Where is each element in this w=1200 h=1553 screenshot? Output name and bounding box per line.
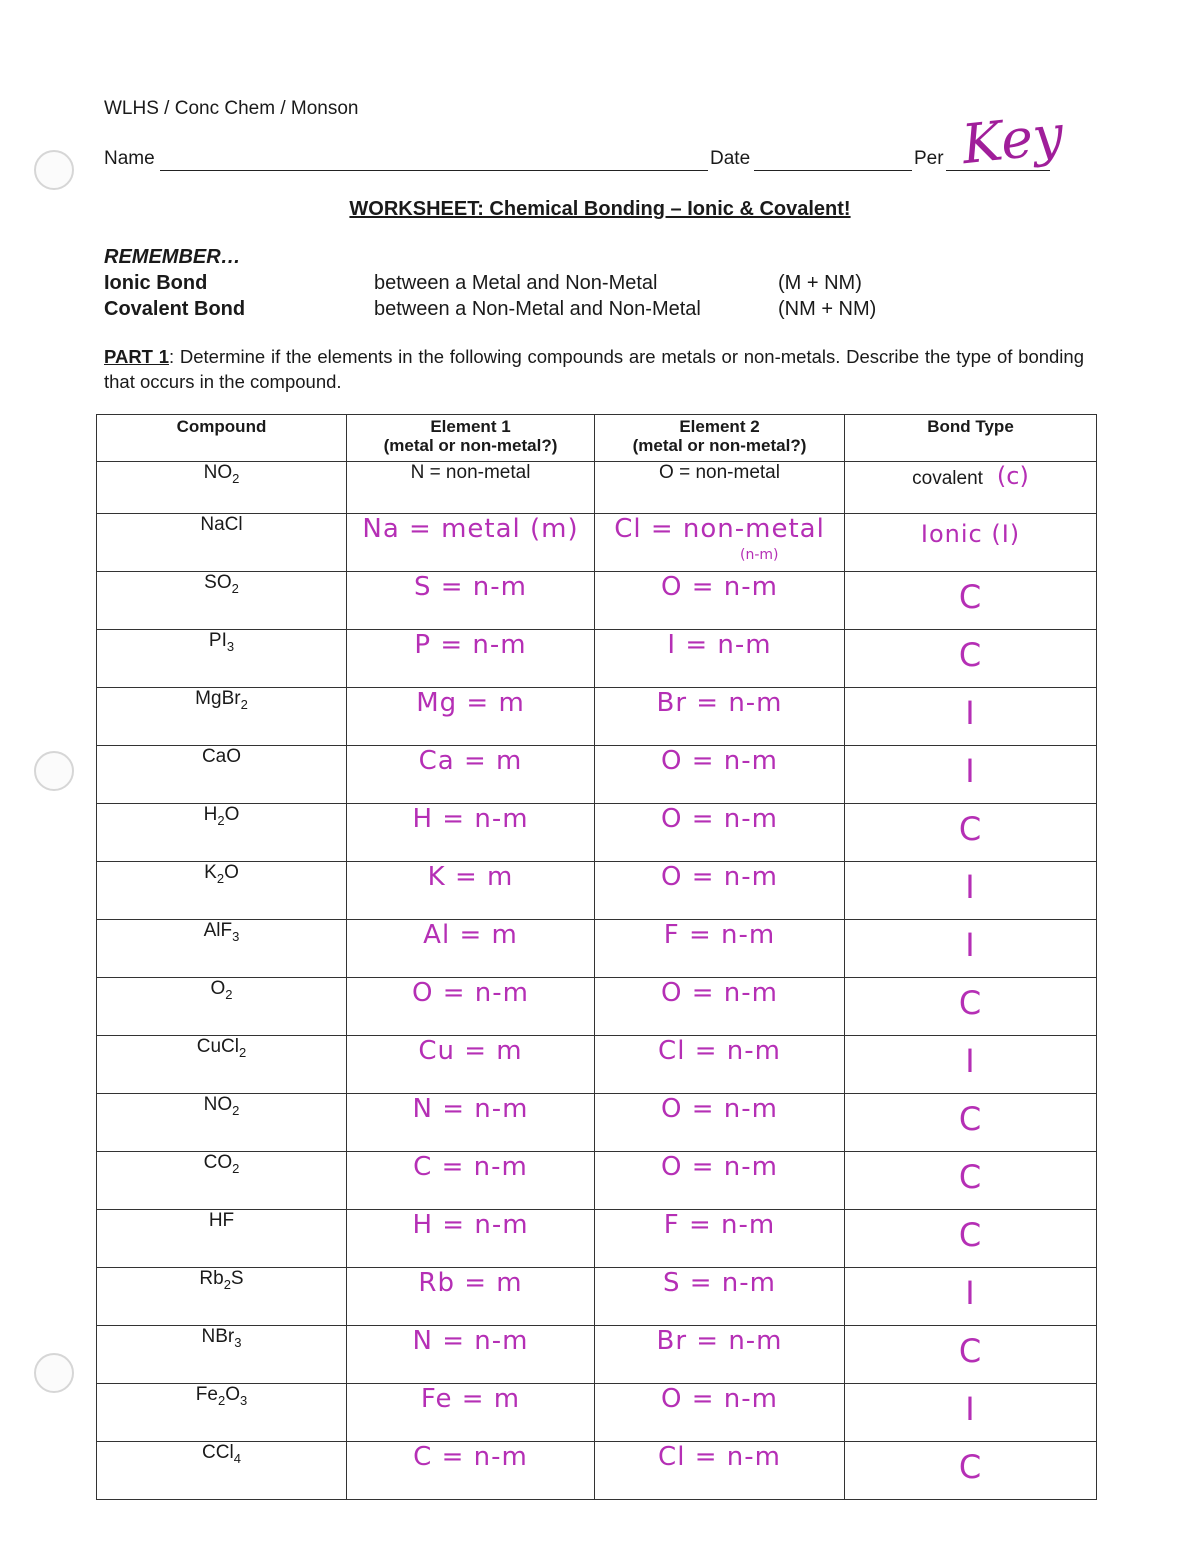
header-element1 bbox=[347, 415, 595, 462]
header-element1-label: Element 1 bbox=[430, 417, 511, 436]
compound-cell: $SO_2$ bbox=[97, 572, 347, 630]
element2-cell: Cl = n-m bbox=[595, 1442, 845, 1500]
table-row bbox=[97, 1036, 1097, 1094]
header-element2 bbox=[595, 415, 845, 462]
compound-cell: NBr$_3$ bbox=[97, 1326, 347, 1384]
compound-cell: $O_2$ bbox=[97, 978, 347, 1036]
compound-cell: AlF$_3$ bbox=[97, 920, 347, 978]
compound-cell: $Rb_2S$ bbox=[97, 1268, 347, 1326]
bonding-table bbox=[96, 414, 1097, 1500]
element1-cell: C = n-m bbox=[347, 1442, 595, 1500]
header-element2-label: Element 2 bbox=[679, 417, 760, 436]
element2-cell: O = n-m bbox=[595, 1094, 845, 1152]
binder-hole bbox=[34, 1353, 74, 1393]
bond-type-cell: I bbox=[845, 862, 1097, 920]
bond-type-cell: I bbox=[845, 746, 1097, 804]
compound-cell: HF bbox=[97, 1210, 347, 1268]
worksheet-title: WORKSHEET: Chemical Bonding – Ionic & Covalent! bbox=[349, 198, 851, 220]
compound-cell: CCl$_4$ bbox=[97, 1442, 347, 1500]
table-row bbox=[97, 1442, 1097, 1500]
bond-type-handwritten: (c) bbox=[996, 462, 1029, 490]
element1-cell: Na = metal (m) bbox=[347, 514, 595, 572]
element2-cell: O = n-m bbox=[595, 746, 845, 804]
table-row bbox=[97, 572, 1097, 630]
course-header: WLHS / Conc Chem / Monson bbox=[104, 98, 359, 119]
bond-type-cell: C bbox=[845, 1326, 1097, 1384]
header-bond-label: Bond Type bbox=[927, 417, 1014, 436]
bond-type-cell: I bbox=[845, 1268, 1097, 1326]
term-ionic: Ionic Bond bbox=[104, 272, 208, 294]
table-row bbox=[97, 746, 1097, 804]
table-row bbox=[97, 1094, 1097, 1152]
remember-covalent-row bbox=[104, 298, 1004, 324]
desc-covalent: between a Non-Metal and Non-Metal bbox=[374, 298, 701, 320]
element2-cell: I = n-m bbox=[595, 630, 845, 688]
element1-cell: Al = m bbox=[347, 920, 595, 978]
element2-cell: O = n-m bbox=[595, 804, 845, 862]
bond-type-printed: covalent bbox=[912, 468, 983, 489]
element2-cell: Br = n-m bbox=[595, 688, 845, 746]
compound-cell: CuCl$_2$ bbox=[97, 1036, 347, 1094]
header-element2-sub: (metal or non-metal?) bbox=[632, 436, 807, 455]
bond-type-cell: C bbox=[845, 1210, 1097, 1268]
header-compound-label: Compound bbox=[176, 417, 267, 436]
element1-cell: O = n-m bbox=[347, 978, 595, 1036]
element1-cell: Cu = m bbox=[347, 1036, 595, 1094]
bond-type-cell: C bbox=[845, 1152, 1097, 1210]
table-row bbox=[97, 630, 1097, 688]
nacl-note: (n-m) bbox=[740, 547, 779, 563]
element2-cell: O = n-m bbox=[595, 862, 845, 920]
table-row bbox=[97, 1152, 1097, 1210]
element1-cell: N = n-m bbox=[347, 1094, 595, 1152]
date-field-line bbox=[754, 170, 912, 171]
date-label: Date bbox=[710, 148, 751, 169]
bond-type-cell: C bbox=[845, 1094, 1097, 1152]
element2-cell: O = n-m bbox=[595, 1152, 845, 1210]
element1-cell: K = m bbox=[347, 862, 595, 920]
element1-cell: H = n-m bbox=[347, 804, 595, 862]
element2-cell: Br = n-m bbox=[595, 1326, 845, 1384]
element2-cell: S = n-m bbox=[595, 1268, 845, 1326]
table-row bbox=[97, 688, 1097, 746]
bond-type-cell bbox=[845, 462, 1097, 514]
element1-cell: Ca = m bbox=[347, 746, 595, 804]
compound-cell: $NO_2$ bbox=[97, 462, 347, 514]
bond-type-cell: C bbox=[845, 630, 1097, 688]
header-bond-type bbox=[845, 415, 1097, 462]
compound-cell: NaCl bbox=[97, 514, 347, 572]
element1-cell: N = non-metal bbox=[347, 462, 595, 514]
part1-text: : Determine if the elements in the following compounds are metals or non-metals. Describe the type of bonding that occurs in the compound. bbox=[104, 346, 1084, 392]
element2-cell: F = n-m bbox=[595, 1210, 845, 1268]
binder-hole bbox=[34, 751, 74, 791]
table-row bbox=[97, 462, 1097, 514]
bond-type-cell: I bbox=[845, 1384, 1097, 1442]
element2-cell: O = non-metal bbox=[595, 462, 845, 514]
handwritten-key: Key bbox=[958, 102, 1067, 177]
binder-hole bbox=[34, 150, 74, 190]
abbr-covalent: (NM + NM) bbox=[778, 298, 877, 320]
part1-instructions bbox=[104, 344, 1084, 394]
element1-cell: N = n-m bbox=[347, 1326, 595, 1384]
abbr-ionic: (M + NM) bbox=[778, 272, 862, 294]
compound-cell: $H_2O$ bbox=[97, 804, 347, 862]
table-row bbox=[97, 920, 1097, 978]
bond-type-cell: I bbox=[845, 688, 1097, 746]
table-row bbox=[97, 1384, 1097, 1442]
compound-cell: $Fe_2O_3$ bbox=[97, 1384, 347, 1442]
compound-cell: MgBr$_2$ bbox=[97, 688, 347, 746]
element2-cell: Cl = non-metal bbox=[595, 514, 845, 572]
element2-cell: F = n-m bbox=[595, 920, 845, 978]
remember-ionic-row bbox=[104, 272, 1004, 298]
element1-cell: H = n-m bbox=[347, 1210, 595, 1268]
table-row bbox=[97, 804, 1097, 862]
bond-type-cell: C bbox=[845, 804, 1097, 862]
compound-cell: $CO_2$ bbox=[97, 1152, 347, 1210]
element1-cell: P = n-m bbox=[347, 630, 595, 688]
element2-cell: Cl = n-m bbox=[595, 1036, 845, 1094]
bond-type-cell: Ionic (I) bbox=[845, 514, 1097, 572]
part1-label: PART 1 bbox=[104, 346, 170, 367]
element1-cell: Rb = m bbox=[347, 1268, 595, 1326]
bond-type-cell: C bbox=[845, 1442, 1097, 1500]
element1-cell: C = n-m bbox=[347, 1152, 595, 1210]
table-row bbox=[97, 978, 1097, 1036]
remember-heading: REMEMBER… bbox=[104, 246, 241, 268]
table-row bbox=[97, 1326, 1097, 1384]
element1-cell: S = n-m bbox=[347, 572, 595, 630]
compound-cell: $PI_3$ bbox=[97, 630, 347, 688]
element1-cell: Fe = m bbox=[347, 1384, 595, 1442]
header-compound bbox=[97, 415, 347, 462]
name-date-per-row bbox=[104, 146, 1064, 176]
desc-ionic: between a Metal and Non-Metal bbox=[374, 272, 658, 294]
compound-cell: $K_2O$ bbox=[97, 862, 347, 920]
element2-cell: O = n-m bbox=[595, 572, 845, 630]
per-label: Per bbox=[914, 148, 944, 169]
bond-type-cell: I bbox=[845, 1036, 1097, 1094]
table-row bbox=[97, 1210, 1097, 1268]
bond-type-cell: I bbox=[845, 920, 1097, 978]
bond-type-cell: C bbox=[845, 978, 1097, 1036]
element1-cell: Mg = m bbox=[347, 688, 595, 746]
bond-type-cell: C bbox=[845, 572, 1097, 630]
table-row bbox=[97, 1268, 1097, 1326]
name-label: Name bbox=[104, 148, 155, 169]
element2-cell: O = n-m bbox=[595, 1384, 845, 1442]
table-header-row bbox=[97, 415, 1097, 462]
name-field-line bbox=[160, 170, 708, 171]
table-row bbox=[97, 862, 1097, 920]
table-row bbox=[97, 514, 1097, 572]
header-element1-sub: (metal or non-metal?) bbox=[383, 436, 558, 455]
element2-cell: O = n-m bbox=[595, 978, 845, 1036]
compound-cell: CaO bbox=[97, 746, 347, 804]
compound-cell: $NO_2$ bbox=[97, 1094, 347, 1152]
term-covalent: Covalent Bond bbox=[104, 298, 246, 320]
